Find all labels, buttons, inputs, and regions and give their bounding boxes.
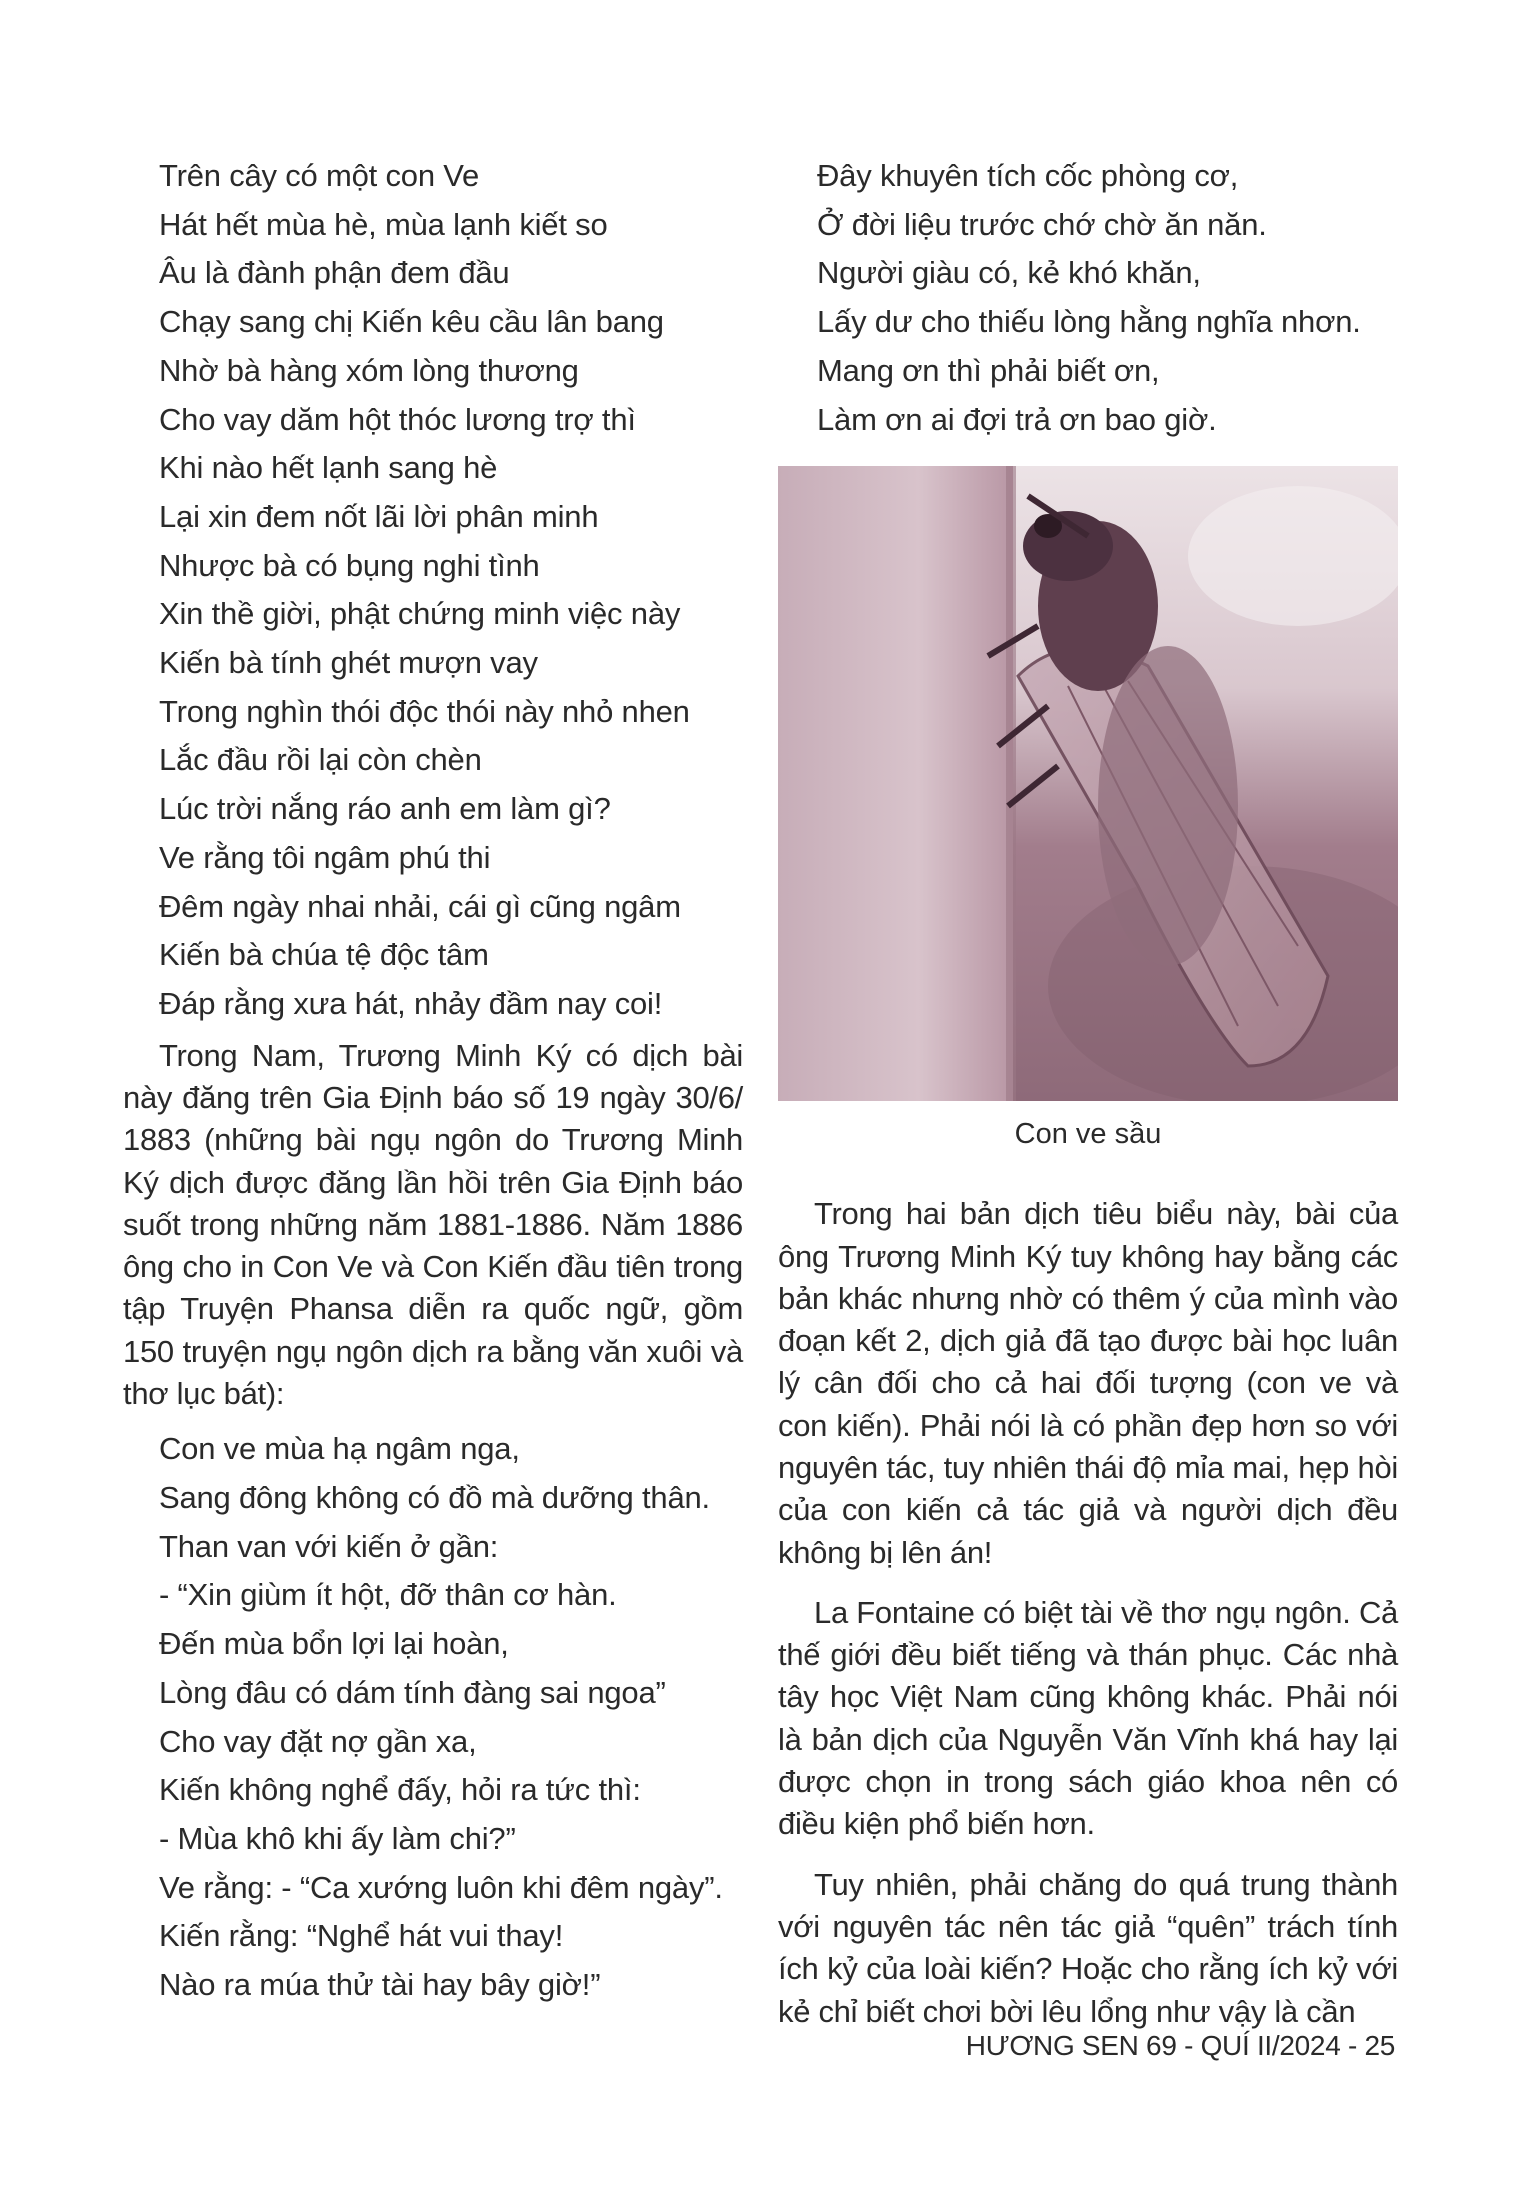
- poem-line: Con ve mùa hạ ngâm nga,: [159, 1431, 520, 1467]
- poem-line: Đáp rằng xưa hát, nhảy đầm nay coi!: [159, 985, 663, 1021]
- poem-line: Chạy sang chị Kiến kêu cầu lân bang: [159, 304, 664, 340]
- poem-line: - “Xin giùm ít hột, đỡ thân cơ hàn.: [159, 1577, 617, 1613]
- poem-line: Lắc đầu rồi lại còn chèn: [159, 742, 482, 778]
- figure-cicada: [778, 466, 1398, 1151]
- left-column: [123, 152, 743, 2010]
- body-paragraph: Tuy nhiên, phải chăng do quá trung thành với nguyên tác nên tác giả “quên” trách tính ích kỷ của loài kiến? Hoặc cho rằng ích kỷ với kẻ chỉ biết chơi bời lêu lổng như vậy là cần: [778, 1866, 1398, 2029]
- poem-line: Than van với kiến ở gần:: [159, 1528, 499, 1564]
- poem-line: Ve rằng: - “Ca xướng luôn khi đêm ngày”.: [159, 1869, 723, 1905]
- page-footer: HƯƠNG SEN 69 - QUÍ II/2024 - 25: [965, 2030, 1395, 2061]
- poem-line: Sang đông không có đồ mà dưỡng thân.: [159, 1480, 710, 1516]
- figure-caption: Con ve sầu: [1014, 1118, 1162, 1151]
- body-paragraph: La Fontaine có biệt tài về thơ ngụ ngôn. Cả thế giới đều biết tiếng và thán phục. Các nhà tây học Việt Nam cũng không khác. Phải nói là bản dịch của Nguyễn Văn Vĩnh khá hay lại được chọn in trong sách giáo khoa nên có điều kiện phổ biến hơn.: [778, 1594, 1398, 1842]
- poem-line: Khi nào hết lạnh sang hè: [159, 450, 498, 486]
- poem-line: Lúc trời nắng ráo anh em làm gì?: [159, 791, 611, 827]
- cicada-photo: [778, 466, 1398, 1101]
- poem-line: Trong nghìn thói độc thói này nhỏ nhen: [159, 693, 690, 729]
- right-column: [778, 152, 1398, 2051]
- poem-line: Xin thề giời, phật chứng minh việc này: [159, 596, 681, 632]
- poem-line: Nhược bà có bụng nghi tình: [159, 547, 540, 583]
- poem-line: Kiến rằng: “Nghể hát vui thay!: [159, 1918, 564, 1954]
- poem-line: Nào ra múa thử tài hay bây giờ!”: [159, 1967, 601, 2003]
- poem-ending: [778, 152, 1398, 444]
- poem-line: Cho vay dăm hột thóc lương trợ thì: [159, 401, 636, 437]
- poem-line: Đây khuyên tích cốc phòng cơ,: [817, 158, 1239, 193]
- poem-line: Hát hết mùa hè, mùa lạnh kiết so: [159, 206, 608, 242]
- poem-line: - Mùa khô khi ấy làm chi?”: [159, 1820, 516, 1856]
- poem-line: Ở đời liệu trước chớ chờ ăn năn.: [817, 206, 1267, 242]
- poem-line: Kiến bà tính ghét mượn vay: [159, 645, 538, 681]
- poem-line: Kiến bà chúa tệ độc tâm: [159, 937, 489, 973]
- poem-line: Mang ơn thì phải biết ơn,: [817, 352, 1160, 388]
- poem-line: Nhờ bà hàng xóm lòng thương: [159, 352, 579, 388]
- poem-line: Lại xin đem nốt lãi lời phân minh: [159, 498, 599, 534]
- poem-ve-kien-1: [123, 152, 743, 1029]
- poem-line: Trên cây có một con Ve: [159, 158, 480, 193]
- poem-line: Làm ơn ai đợi trả ơn bao giờ.: [817, 401, 1217, 437]
- poem-line: Người giàu có, kẻ khó khăn,: [817, 255, 1201, 291]
- poem-ve-kien-2: [123, 1425, 743, 2009]
- poem-line: Đến mùa bổn lợi lại hoàn,: [159, 1626, 509, 1662]
- poem-line: Lấy dư cho thiếu lòng hằng nghĩa nhơn.: [817, 304, 1361, 340]
- poem-line: Đêm ngày nhai nhải, cái gì cũng ngâm: [159, 888, 681, 924]
- poem-line: Cho vay đặt nợ gần xa,: [159, 1723, 477, 1759]
- poem-line: Lòng đâu có dám tính đàng sai ngoa”: [159, 1674, 666, 1710]
- body-paragraph: Trong hai bản dịch tiêu biểu này, bài của ông Trương Minh Ký tuy không hay bằng các bản khác nhưng nhờ có thêm ý của mình vào đoạn kết 2, dịch giả đã tạo được bài học luân lý cân đối cho cả hai đối tượng (con ve và con kiến). Phải nói là có phần đẹp hơn so với nguyên tác, tuy nhiên thái độ mỉa mai, hẹp hòi của con kiến cả tác giả và người dịch đều không bị lên án!: [778, 1196, 1398, 1570]
- poem-line: Ve rằng tôi ngâm phú thi: [159, 839, 491, 875]
- body-paragraph: Trong Nam, Trương Minh Ký có dịch bài này đăng trên Gia Định báo số 19 ngày 30/6/ 1883 (những bài ngụ ngôn do Trương Minh Ký dịch được đăng lần hồi trên Gia Định báo suốt trong những năm 1881-1886. Năm 1886 ông cho in Con Ve và Con Kiến đầu tiên trong tập Truyện Phansa diễn ra quốc ngữ, gồm 150 truyện ngụ ngôn dịch ra bằng văn xuôi và thơ lục bát):: [123, 1037, 743, 1412]
- poem-line: Âu là đành phận đem đầu: [159, 255, 510, 291]
- poem-line: Kiến không nghể đấy, hỏi ra tức thì:: [159, 1772, 641, 1808]
- right-paragraphs: [778, 1193, 1398, 2033]
